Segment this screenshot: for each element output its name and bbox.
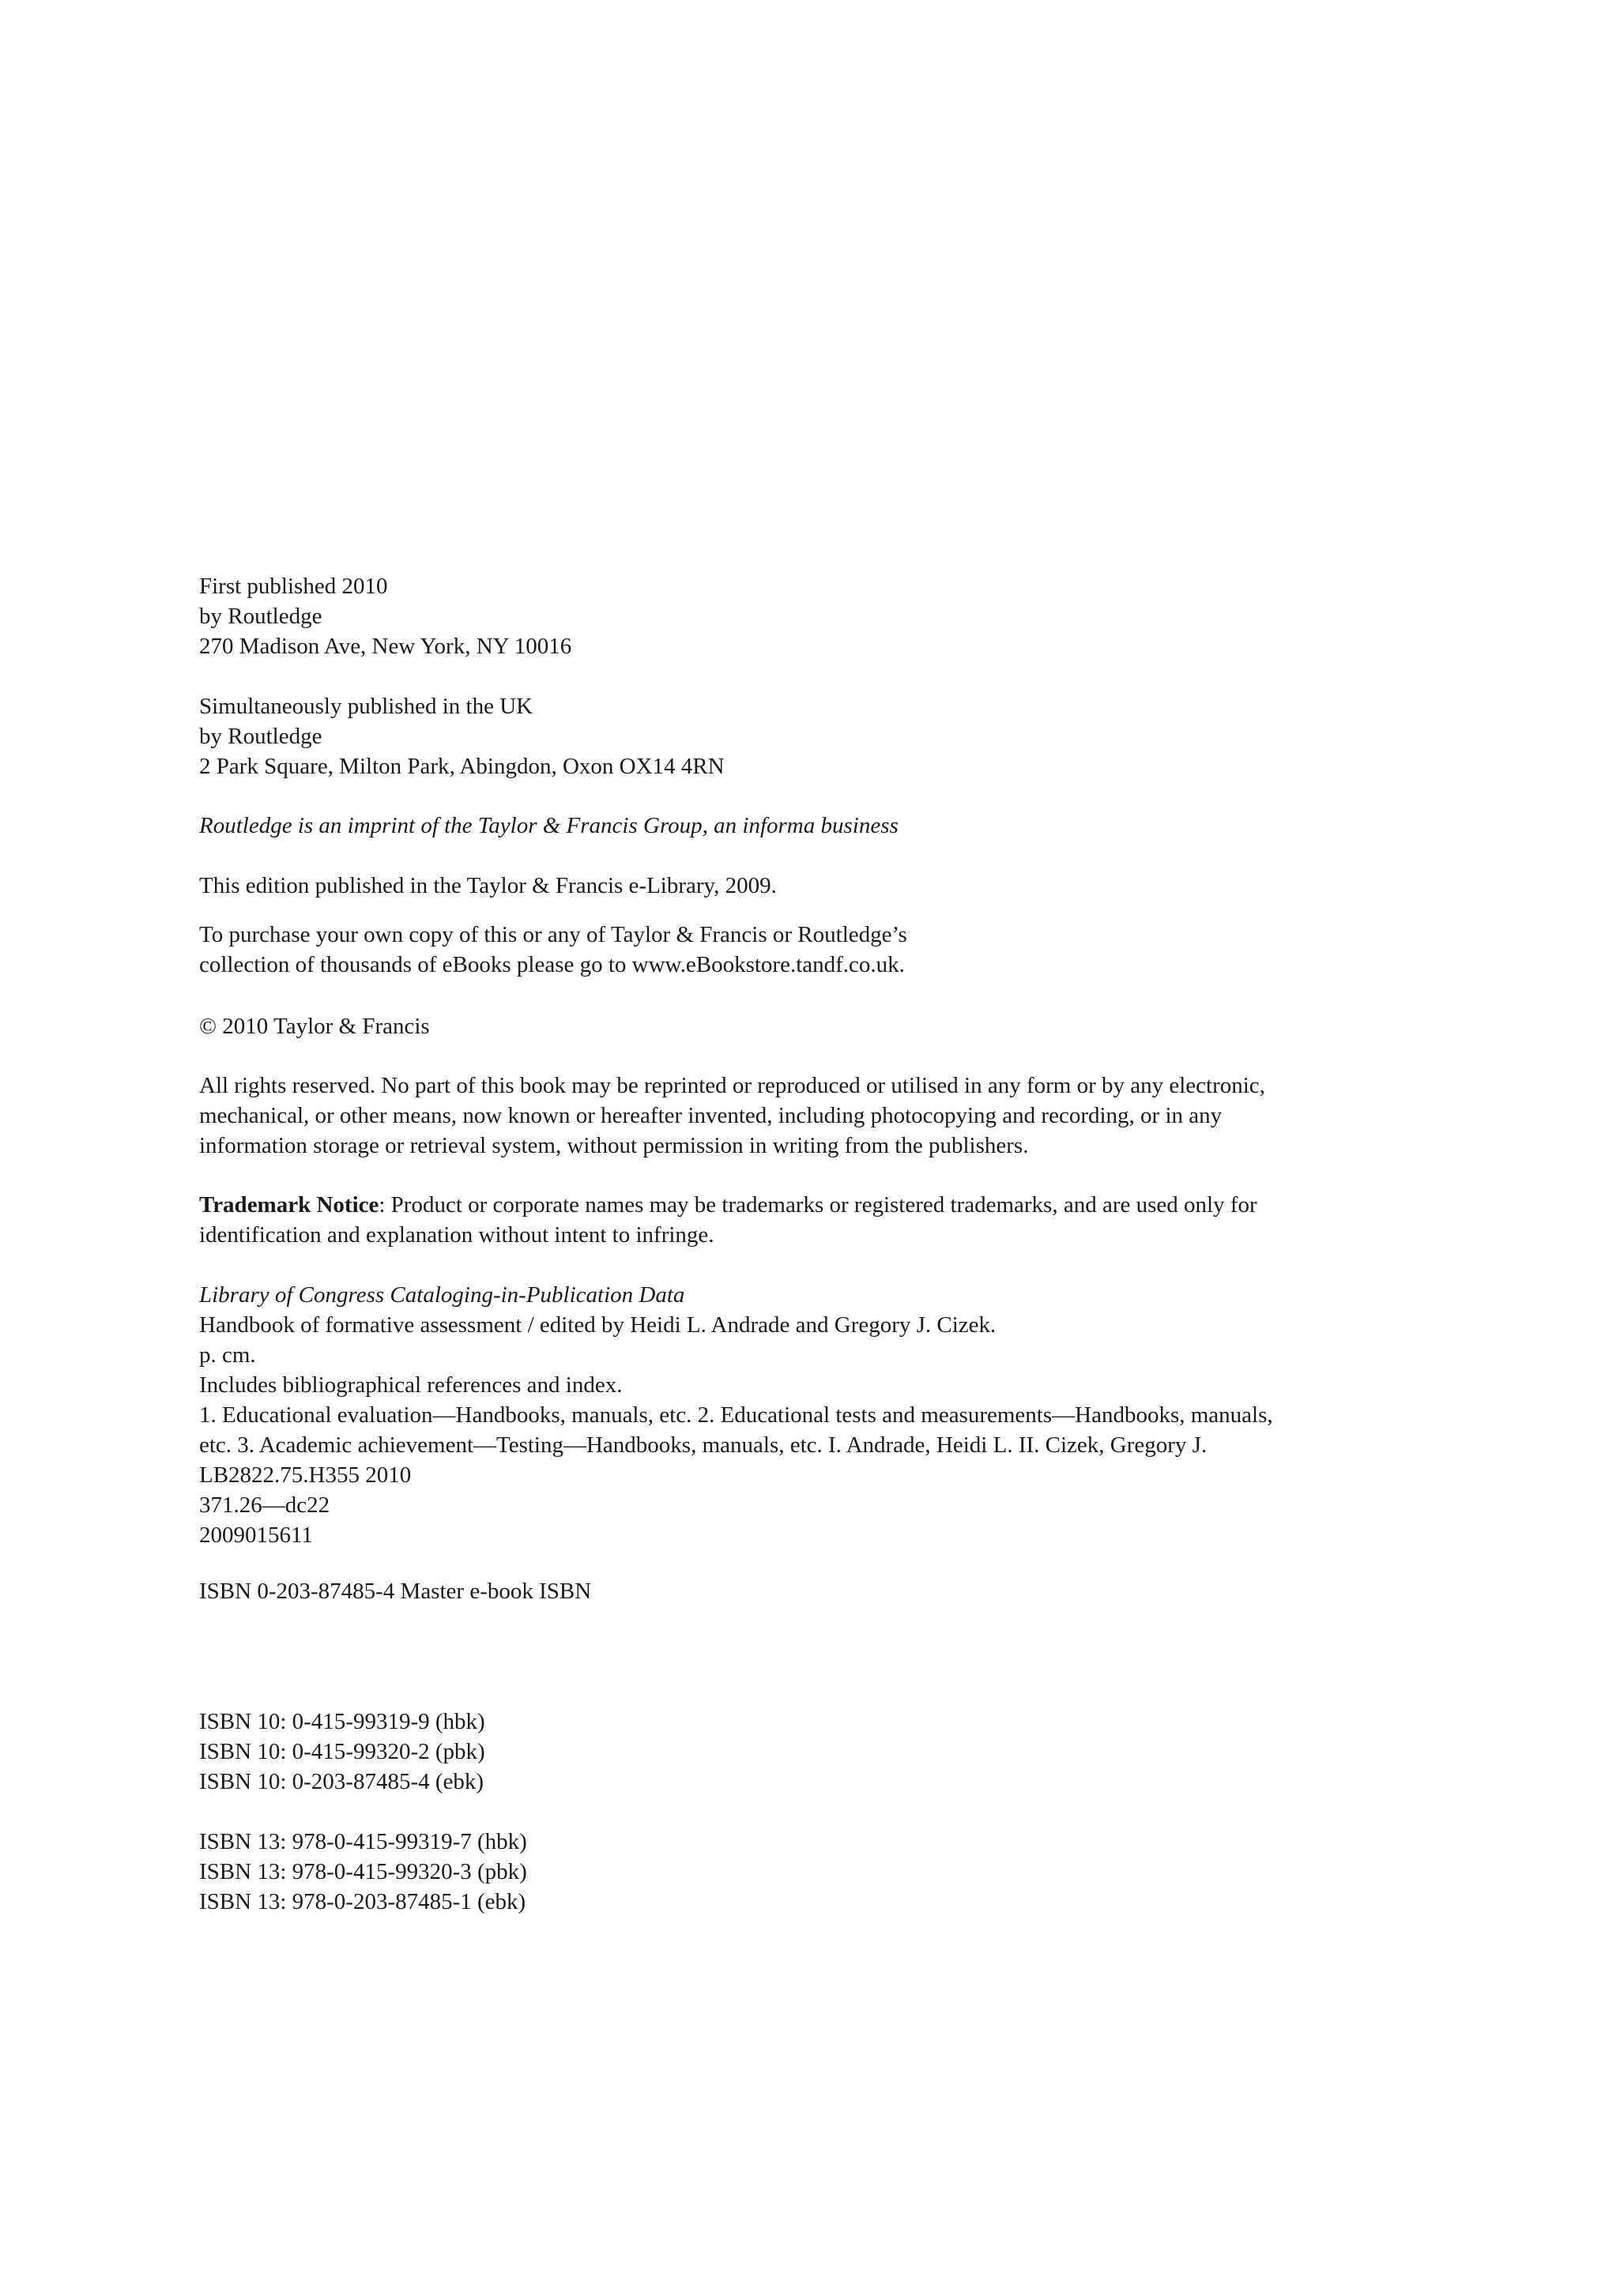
first-publication-block: [199, 571, 1448, 661]
imprint-note: [199, 811, 1448, 841]
copyright-notice: [199, 1011, 1448, 1041]
purchase-line-1: To purchase your own copy of this or any of Taylor & Francis or Routledge’s: [199, 922, 907, 947]
isbn13-block: [199, 1827, 1448, 1917]
cataloging-includes: Includes bibliographical references and index.: [199, 1372, 623, 1398]
purchase-line-2: collection of thousands of eBooks please go to www.eBookstore.tandf.co.uk.: [199, 952, 905, 977]
edition-note: [199, 871, 1448, 901]
trademark-notice: [199, 1190, 1448, 1250]
rights-reserved-notice: [199, 1071, 1448, 1161]
publisher-line: by Routledge: [199, 604, 322, 629]
trademark-line-2: identification and explanation without intent to infringe.: [199, 1222, 714, 1248]
cataloging-pcm: p. cm.: [199, 1342, 256, 1368]
cataloging-data-block: [199, 1280, 1448, 1550]
trademark-line-1: [199, 1190, 1448, 1220]
uk-address-line: 2 Park Square, Milton Park, Abingdon, Oxon OX14 4RN: [199, 754, 725, 779]
imprint-note-text: Routledge is an imprint of the Taylor & Francis Group, an informa business: [199, 813, 899, 838]
isbn10-pbk: ISBN 10: 0-415-99320-2 (pbk): [199, 1739, 485, 1764]
trademark-text: : Product or corporate names may be trademarks or registered trademarks, and are used only for: [379, 1192, 1257, 1218]
rights-line-1: All rights reserved. No part of this book may be reprinted or reproduced or utilised in any form or by any electronic,: [199, 1073, 1265, 1098]
cataloging-title-line: Handbook of formative assessment / edited by Heidi L. Andrade and Gregory J. Cizek.: [199, 1312, 997, 1338]
isbn10-block: [199, 1707, 1448, 1797]
cataloging-call-number: LB2822.75.H355 2010: [199, 1462, 412, 1488]
cataloging-subjects-line-1: 1. Educational evaluation—Handbooks, manuals, etc. 2. Educational tests and measurements—Handbooks, manuals,: [199, 1402, 1273, 1428]
isbn13-pbk: ISBN 13: 978-0-415-99320-3 (pbk): [199, 1859, 527, 1884]
isbn13-hbk: ISBN 13: 978-0-415-99319-7 (hbk): [199, 1829, 527, 1854]
isbn-master-block: [199, 1576, 1448, 1606]
purchase-note: [199, 920, 1448, 980]
uk-publisher-line: by Routledge: [199, 724, 322, 749]
isbn10-hbk: ISBN 10: 0-415-99319-9 (hbk): [199, 1709, 485, 1734]
rights-line-2: mechanical, or other means, now known or hereafter invented, including photocopying and recording, or in any: [199, 1103, 1223, 1128]
uk-simultaneous-line: Simultaneously published in the UK: [199, 694, 533, 719]
copyright-text: © 2010 Taylor & Francis: [199, 1014, 430, 1039]
isbn10-ebk: ISBN 10: 0-203-87485-4 (ebk): [199, 1769, 484, 1794]
us-address-line: 270 Madison Ave, New York, NY 10016: [199, 634, 572, 659]
cataloging-lccn: 2009015611: [199, 1523, 313, 1548]
isbn-master-line: ISBN 0-203-87485-4 Master e-book ISBN: [199, 1579, 592, 1604]
rights-line-3: information storage or retrieval system, without permission in writing from the publishers.: [199, 1133, 1029, 1158]
cataloging-subjects-line-2: etc. 3. Academic achievement—Testing—Handbooks, manuals, etc. I. Andrade, Heidi L. II. Cizek, Gregory J.: [199, 1432, 1208, 1458]
edition-note-text: This edition published in the Taylor & Francis e-Library, 2009.: [199, 873, 777, 898]
isbn13-ebk: ISBN 13: 978-0-203-87485-1 (ebk): [199, 1889, 526, 1914]
first-published-line: First published 2010: [199, 574, 388, 599]
cataloging-dewey: 371.26—dc22: [199, 1492, 330, 1518]
cataloging-heading: Library of Congress Cataloging-in-Publication Data: [199, 1282, 685, 1308]
uk-publication-block: [199, 691, 1448, 781]
trademark-label: Trademark Notice: [199, 1192, 379, 1218]
